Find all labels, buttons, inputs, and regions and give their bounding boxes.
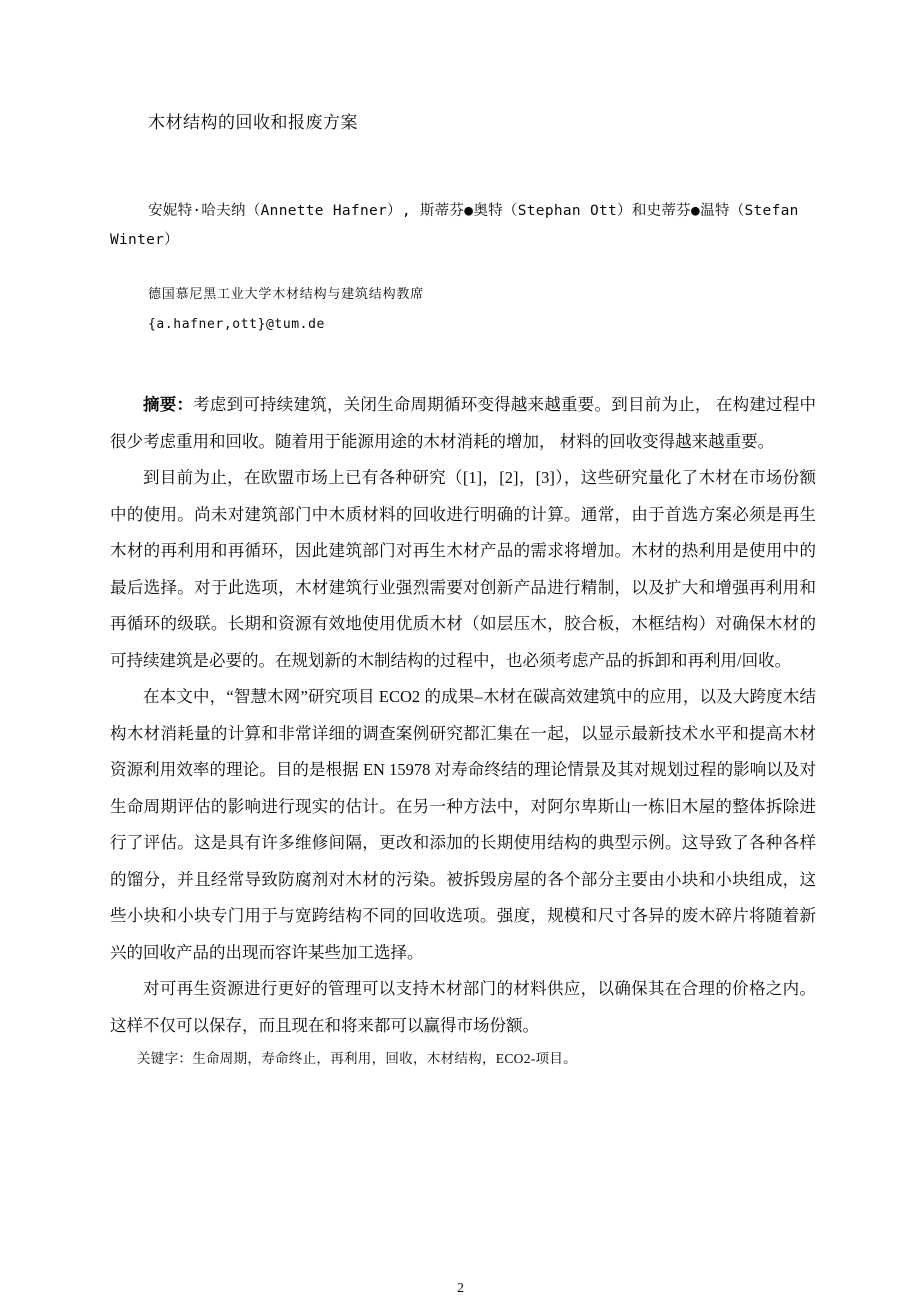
body-paragraph: 在本文中，“智慧木网”研究项目 ECO2 的成果–木材在碳高效建筑中的应用，以及大跨度木结构木材消耗量的计算和非常详细的调查案例研究都汇集在一起，以显示最新技术水平和提高木材资源利用效率的理论。目的是根据 EN 15978 对寿命终结的理论情景及其对规划过程的影响以及对生命周期评估的影响进行现实的估计。在另一种方法中，对阿尔卑斯山一栋旧木屋的整体拆除进行了评估。这是具有许多维修间隔，更改和添加的长期使用结构的典型示例。这导致了各种各样的馏分，并且经常导致防腐剂对木材的污染。被拆毁房屋的各个部分主要由小块和小块组成，这些小块和小块专门用于与宽跨结构不同的回收选项。强度，规模和尺寸各异的废木碎片将随着新兴的回收产品的出现而容许某些加工选择。 <box>110 687 816 962</box>
abstract-label: 摘要： <box>143 395 194 414</box>
paper-title: 木材结构的回收和报废方案 <box>148 113 358 132</box>
body-paragraph: 对可再生资源进行更好的管理可以支持木材部门的材料供应，以确保其在合理的价格之内。这样不仅可以保存，而且现在和将来都可以赢得市场份额。 <box>110 979 816 1035</box>
page-content <box>110 0 816 1074</box>
abstract-paragraph <box>110 387 816 460</box>
email-line: {a.hafner,ott}@tum.de <box>148 317 325 332</box>
page-number: 2 <box>457 1281 464 1296</box>
keywords-line: 关键字：生命周期，寿命终止，再利用，回收，木材结构，ECO2-项目。 <box>137 1051 577 1066</box>
body-paragraph: 到目前为止，在欧盟市场上已有各种研究（[1]，[2]，[3]），这些研究量化了木材在市场份额中的使用。尚未对建筑部门中木质材料的回收进行明确的计算。通常，由于首选方案必须是再生木材的再利用和再循环，因此建筑部门对再生木材产品的需求将增加。木材的热利用是使用中的最后选择。对于此选项，木材建筑行业强烈需要对创新产品进行精制，以及扩大和增强再利用和再循环的级联。长期和资源有效地使用优质木材（如层压木，胶合板，木框结构）对确保木材的可持续建筑是必要的。在规划新的木制结构的过程中，也必须考虑产品的拆卸和再利用/回收。 <box>110 468 816 670</box>
paper-body <box>110 387 816 1074</box>
abstract-text: 考虑到可持续建筑，关闭生命周期循环变得越来越重要。到目前为止， 在构建过程中很少考虑重用和回收。随着用于能源用途的木材消耗的增加， 材料的回收变得越来越重要。 <box>110 395 817 451</box>
affiliation-line: 德国慕尼黑工业大学木材结构与建筑结构教席 <box>148 286 425 301</box>
authors-line: 安妮特·哈夫纳（Annette Hafner）, 斯蒂芬●奥特（Stephan Ott）和史蒂芬●温特（Stefan Winter） <box>110 203 799 248</box>
